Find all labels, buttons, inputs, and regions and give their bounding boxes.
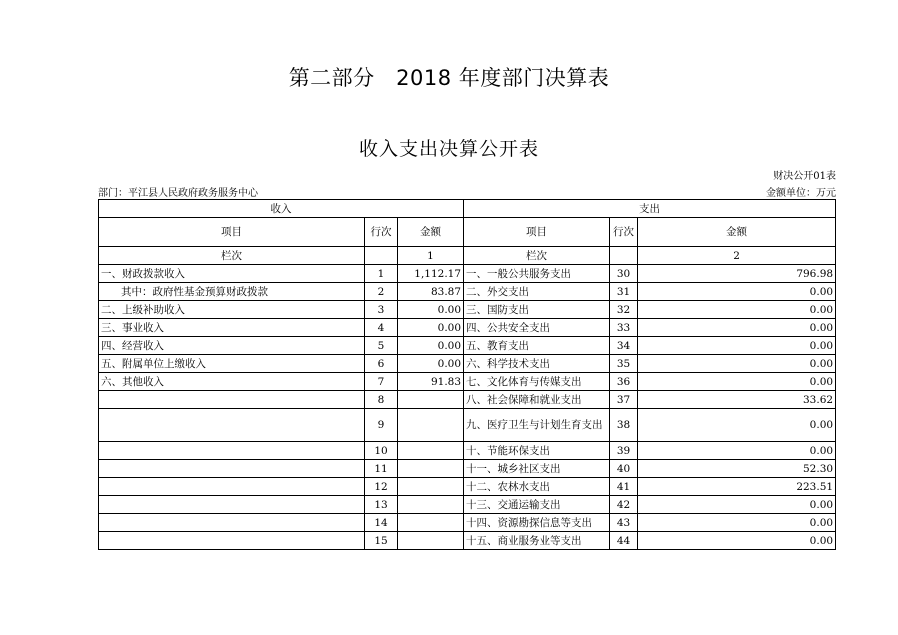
- income-line-cell: 15: [365, 532, 398, 550]
- income-item-cell: [99, 391, 365, 409]
- expense-line-cell: 37: [610, 391, 638, 409]
- income-line-cell: 5: [365, 337, 398, 355]
- income-item-cell: 其中：政府性基金预算财政拨款: [99, 283, 365, 301]
- expense-order-label: 栏次: [464, 247, 610, 265]
- expense-item-cell: 十二、农林水支出: [464, 478, 610, 496]
- table-row: [99, 478, 836, 496]
- expense-item-cell: 十四、资源勘探信息等支出: [464, 514, 610, 532]
- expense-amount-cell: 0.00: [638, 301, 836, 319]
- table-row: [99, 337, 836, 355]
- expense-line-cell: 43: [610, 514, 638, 532]
- table-row: [99, 373, 836, 391]
- income-line-cell: 14: [365, 514, 398, 532]
- income-line-cell: 10: [365, 442, 398, 460]
- income-amount-cell: 91.83: [398, 373, 464, 391]
- table-row: [99, 409, 836, 442]
- expense-line-header: 行次: [610, 218, 638, 247]
- expense-line-cell: 42: [610, 496, 638, 514]
- group-header-row: [99, 200, 836, 218]
- expense-item-cell: 十、节能环保支出: [464, 442, 610, 460]
- expense-order-blank: [610, 247, 638, 265]
- expense-amount-header: 金额: [638, 218, 836, 247]
- income-amount-cell: 0.00: [398, 301, 464, 319]
- income-item-cell: 六、其他收入: [99, 373, 365, 391]
- income-amount-cell: 0.00: [398, 319, 464, 337]
- income-amount-cell: [398, 532, 464, 550]
- income-line-header: 行次: [365, 218, 398, 247]
- expense-amount-cell: 0.00: [638, 373, 836, 391]
- income-line-cell: 4: [365, 319, 398, 337]
- expense-amount-cell: 0.00: [638, 319, 836, 337]
- table-row: [99, 319, 836, 337]
- income-item-cell: [99, 532, 365, 550]
- income-amount-cell: [398, 460, 464, 478]
- expense-line-cell: 41: [610, 478, 638, 496]
- income-amount-cell: [398, 442, 464, 460]
- expense-line-cell: 40: [610, 460, 638, 478]
- expense-amount-cell: 0.00: [638, 496, 836, 514]
- expense-line-cell: 32: [610, 301, 638, 319]
- income-item-cell: [99, 409, 365, 442]
- income-line-cell: 8: [365, 391, 398, 409]
- expense-group-header: 支出: [464, 200, 836, 218]
- expense-item-cell: 二、外交支出: [464, 283, 610, 301]
- income-item-cell: 一、财政拨款收入: [99, 265, 365, 283]
- table-row: [99, 442, 836, 460]
- table-row: [99, 355, 836, 373]
- expense-amount-cell: 0.00: [638, 355, 836, 373]
- income-order-number: 1: [398, 247, 464, 265]
- table-row: [99, 514, 836, 532]
- expense-amount-cell: 0.00: [638, 532, 836, 550]
- expense-line-cell: 39: [610, 442, 638, 460]
- income-group-header: 收入: [99, 200, 464, 218]
- income-expense-table: [98, 199, 836, 550]
- expense-amount-cell: 0.00: [638, 337, 836, 355]
- income-item-cell: [99, 460, 365, 478]
- expense-line-cell: 36: [610, 373, 638, 391]
- income-order-label: 栏次: [99, 247, 365, 265]
- expense-amount-cell: 0.00: [638, 283, 836, 301]
- expense-amount-cell: 0.00: [638, 409, 836, 442]
- income-amount-cell: [398, 478, 464, 496]
- expense-line-cell: 30: [610, 265, 638, 283]
- income-line-cell: 12: [365, 478, 398, 496]
- expense-item-cell: 八、社会保障和就业支出: [464, 391, 610, 409]
- expense-amount-cell: 223.51: [638, 478, 836, 496]
- unit-label: 金额单位：万元: [766, 188, 836, 199]
- expense-line-cell: 33: [610, 319, 638, 337]
- income-item-header: 项目: [99, 218, 365, 247]
- page-title: 第二部分 2018 年度部门决算表: [288, 66, 610, 90]
- expense-line-cell: 44: [610, 532, 638, 550]
- table-row: [99, 391, 836, 409]
- table-row: [99, 460, 836, 478]
- expense-item-cell: 十一、城乡社区支出: [464, 460, 610, 478]
- income-line-cell: 6: [365, 355, 398, 373]
- income-line-cell: 11: [365, 460, 398, 478]
- table-row: [99, 496, 836, 514]
- income-order-blank: [365, 247, 398, 265]
- expense-line-cell: 38: [610, 409, 638, 442]
- income-line-cell: 3: [365, 301, 398, 319]
- income-item-cell: [99, 442, 365, 460]
- department-label: 部门：平江县人民政府政务服务中心: [98, 188, 258, 199]
- expense-item-cell: 十三、交通运输支出: [464, 496, 610, 514]
- expense-amount-cell: 796.98: [638, 265, 836, 283]
- income-line-cell: 13: [365, 496, 398, 514]
- expense-item-header: 项目: [464, 218, 610, 247]
- income-amount-cell: [398, 514, 464, 532]
- table-title: 收入支出决算公开表: [358, 138, 539, 160]
- form-number: 财决公开01表: [773, 171, 836, 182]
- income-item-cell: [99, 496, 365, 514]
- income-item-cell: [99, 478, 365, 496]
- income-amount-cell: [398, 391, 464, 409]
- income-amount-cell: 0.00: [398, 337, 464, 355]
- expense-order-number: 2: [638, 247, 836, 265]
- expense-item-cell: 五、教育支出: [464, 337, 610, 355]
- expense-line-cell: 35: [610, 355, 638, 373]
- income-amount-cell: 1,112.17: [398, 265, 464, 283]
- income-amount-cell: [398, 496, 464, 514]
- income-item-cell: [99, 514, 365, 532]
- expense-item-cell: 九、医疗卫生与计划生育支出: [464, 409, 610, 442]
- income-amount-cell: 0.00: [398, 355, 464, 373]
- expense-item-cell: 六、科学技术支出: [464, 355, 610, 373]
- income-amount-header: 金额: [398, 218, 464, 247]
- income-line-cell: 1: [365, 265, 398, 283]
- income-amount-cell: [398, 409, 464, 442]
- expense-item-cell: 三、国防支出: [464, 301, 610, 319]
- expense-item-cell: 一、一般公共服务支出: [464, 265, 610, 283]
- table-row: [99, 283, 836, 301]
- table-row: [99, 301, 836, 319]
- column-order-row: [99, 247, 836, 265]
- income-amount-cell: 83.87: [398, 283, 464, 301]
- table-row: [99, 265, 836, 283]
- expense-line-cell: 34: [610, 337, 638, 355]
- income-item-cell: 二、上级补助收入: [99, 301, 365, 319]
- expense-item-cell: 十五、商业服务业等支出: [464, 532, 610, 550]
- expense-item-cell: 四、公共安全支出: [464, 319, 610, 337]
- income-line-cell: 2: [365, 283, 398, 301]
- expense-amount-cell: 0.00: [638, 514, 836, 532]
- income-item-cell: 四、经营收入: [99, 337, 365, 355]
- expense-item-cell: 七、文化体育与传媒支出: [464, 373, 610, 391]
- expense-amount-cell: 33.62: [638, 391, 836, 409]
- expense-amount-cell: 52.30: [638, 460, 836, 478]
- expense-amount-cell: 0.00: [638, 442, 836, 460]
- table-row: [99, 532, 836, 550]
- column-header-row: [99, 218, 836, 247]
- income-item-cell: 五、附属单位上缴收入: [99, 355, 365, 373]
- income-line-cell: 9: [365, 409, 398, 442]
- income-item-cell: 三、事业收入: [99, 319, 365, 337]
- income-line-cell: 7: [365, 373, 398, 391]
- expense-line-cell: 31: [610, 283, 638, 301]
